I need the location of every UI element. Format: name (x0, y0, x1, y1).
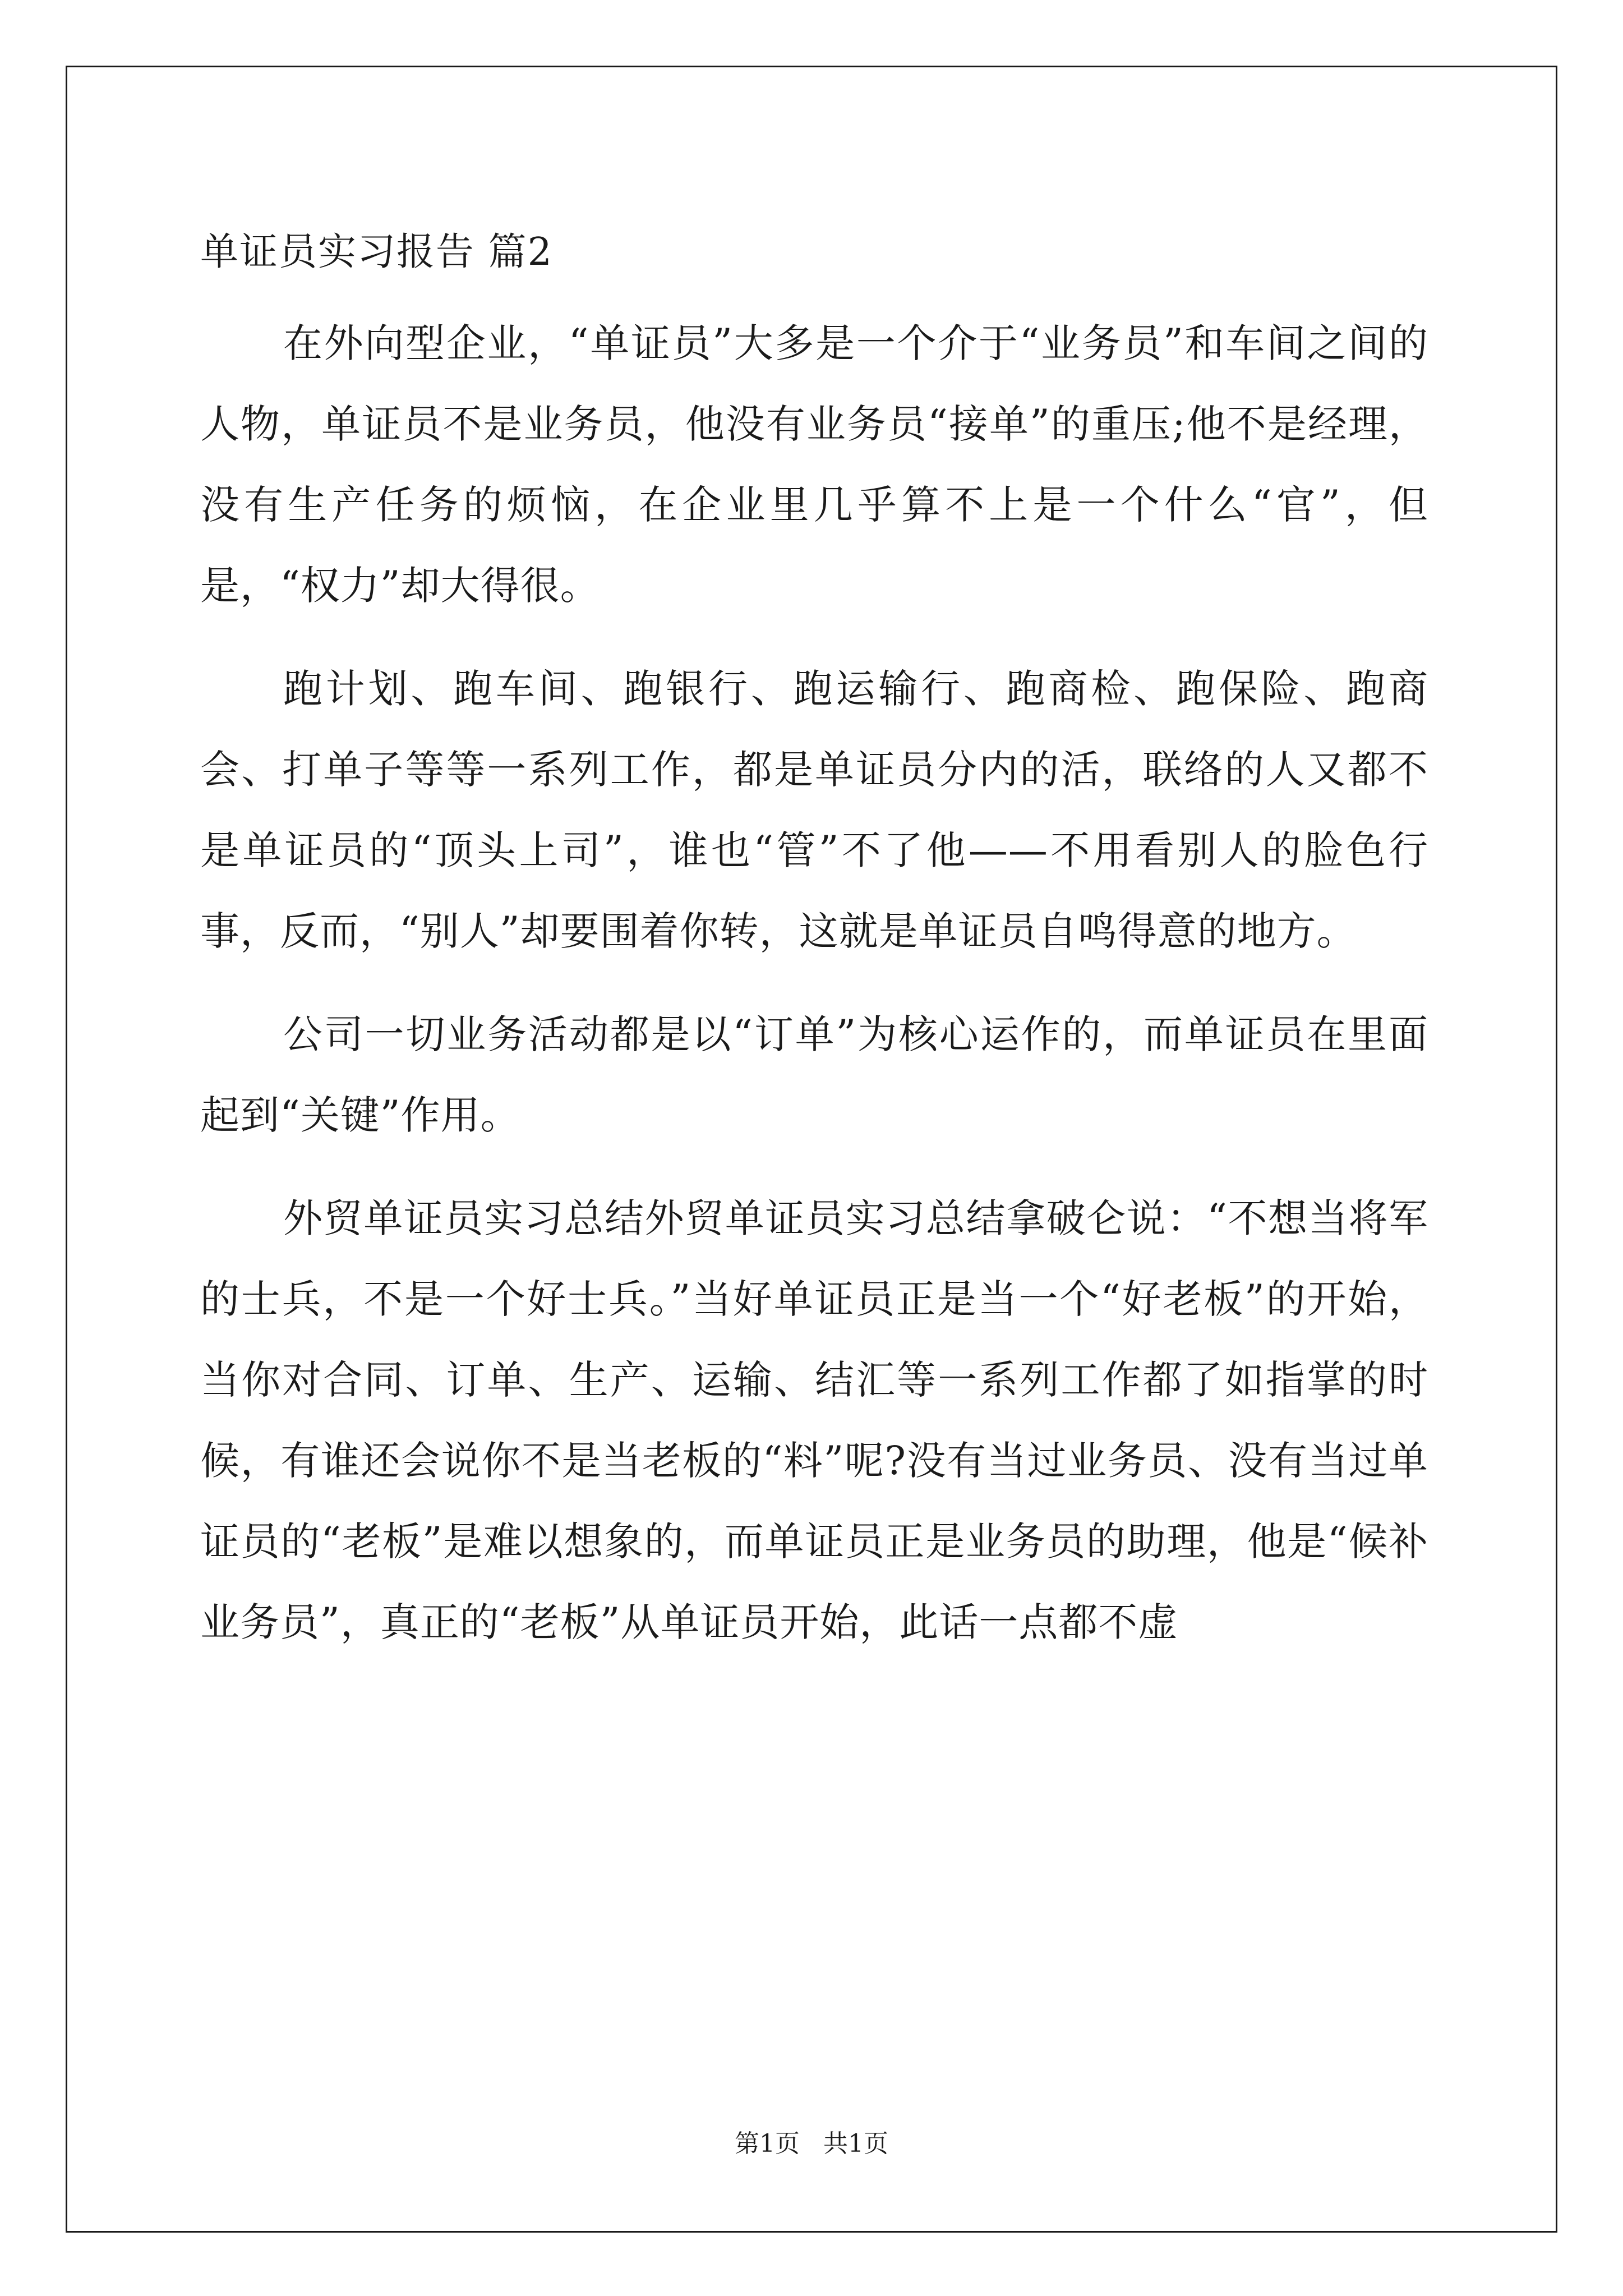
paragraph-4: 外贸单证员实习总结外贸单证员实习总结拿破仑说：“不想当将军的士兵，不是一个好士兵。”当好单证员正是当一个“好老板”的开始，当你对合同、订单、生产、运输、结汇等一系列工作都了如指掌的时候，有谁还会说你不是当老板的“料”呢?没有当过业务员、没有当过单证员的“老板”是难以想象的，而单证员正是业务员的助理，他是“候补业务员”，真正的“老板”从单证员开始，此话一点都不虚 (200, 1195, 1428, 1645)
paragraph-3: 公司一切业务活动都是以“订单”为核心运作的，而单证员在里面起到“关键”作用。 (200, 1011, 1428, 1138)
paragraph-1: 在外向型企业，“单证员”大多是一个介于“业务员”和车间之间的人物，单证员不是业务员，他没有业务员“接单”的重压;他不是经理，没有生产任务的烦恼，在企业里几乎算不上是一个什么“官”，但是，“权力”却大得很。 (200, 320, 1428, 609)
page-number-footer: 第1页 共1页 (735, 2129, 888, 2158)
document-body (200, 222, 1428, 1685)
document-title: 单证员实习报告 篇2 (200, 230, 553, 274)
paragraph-2: 跑计划、跑车间、跑银行、跑运输行、跑商检、跑保险、跑商会、打单子等等一系列工作，都是单证员分内的活，联络的人又都不是单证员的“顶头上司”，谁也“管”不了他——不用看别人的脸色行事，反而，“别人”却要围着你转，这就是单证员自鸣得意的地方。 (200, 666, 1428, 954)
